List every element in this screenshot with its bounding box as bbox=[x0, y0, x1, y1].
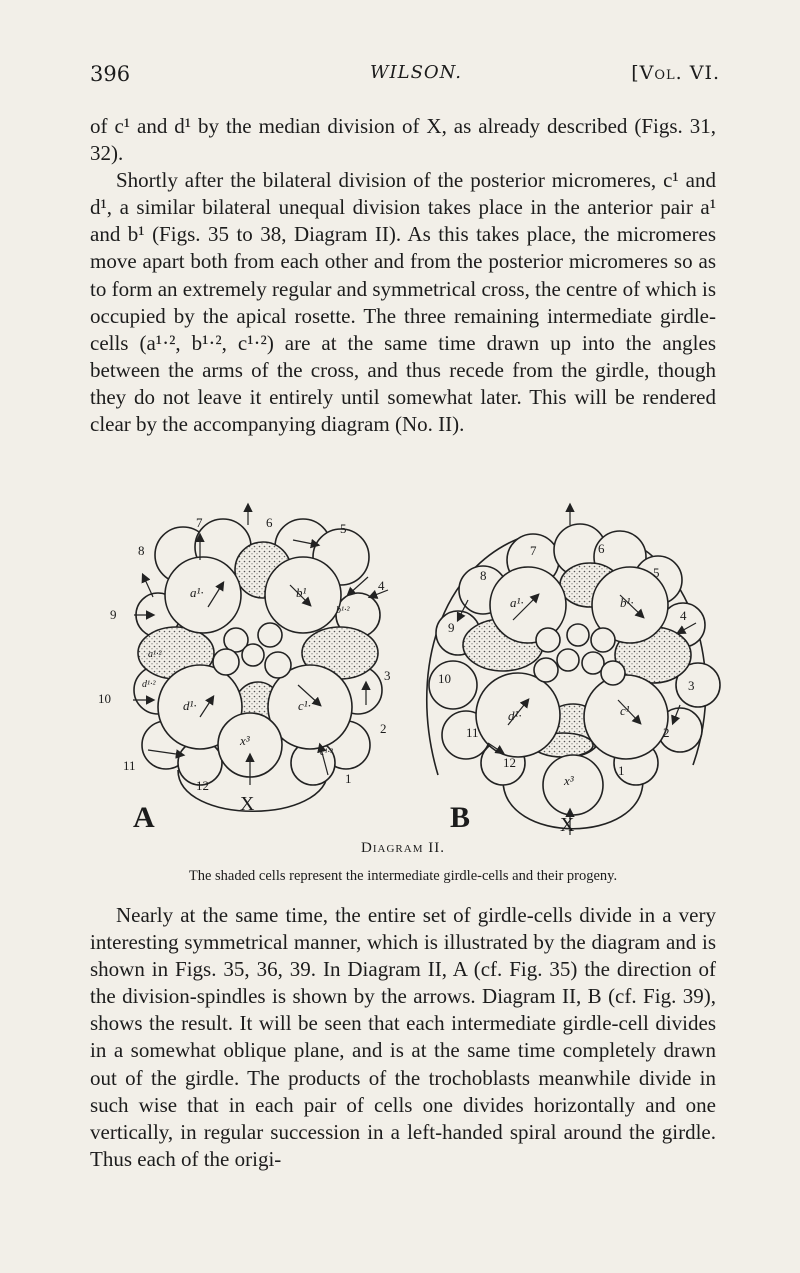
num-label-b: 10 bbox=[438, 671, 451, 686]
cell-label-b: c¹ bbox=[620, 703, 630, 718]
num-label-a: 4 bbox=[378, 578, 385, 593]
rosette-cell bbox=[567, 624, 589, 646]
rosette-cell bbox=[601, 661, 625, 685]
num-label-b: 12 bbox=[503, 755, 516, 770]
girdle-cell bbox=[429, 661, 477, 709]
running-head bbox=[90, 62, 730, 94]
paragraph: Shortly after the bilateral division of the posterior micromeres, c¹ and d¹, a similar bilateral unequal division takes place in the anterior pair a¹ and b¹ (Figs. 35 to 38, Diagram II). As this takes place, the micromeres move apart both from each other and from the posterior micromeres so as to form an extremely regular and symmetrical cross, the centre of which is occupied by the apical rosette. The three remaining intermediate girdle-cells (a¹·², b¹·², c¹·²) are at the same time drawn up into the angles between the arms of the cross, and thus recede from the girdle, though they do not leave it entirely until somewhat later. This will be rendered clear by the accompanying diagram (No. II). bbox=[90, 168, 716, 437]
num-label-b: 9 bbox=[448, 620, 455, 635]
num-label-a: 7 bbox=[196, 515, 203, 530]
paragraph: Nearly at the same time, the entire set of girdle-cells divide in a very interesting symmetrical manner, which is illustrated by the diagram and is shown in Figs. 35, 36, 39. In Diagram II, A (cf. Fig. 35) the direction of the division-spindles is shown by the arrows. Diagram II, B (cf. Fig. 39), shows the result. It will be seen that each intermediate girdle-cell divides in a somewhat oblique plane, and is at the same time completely drawn out of the girdle. The products of the trochoblasts meanwhile divide in such wise that in each pair of cells one divides horizontally and one vertically, in regular succession in a left-handed spiral around the girdle. Thus each of the origi- bbox=[90, 903, 716, 1171]
rosette-cell bbox=[534, 658, 558, 682]
rosette-cell bbox=[258, 623, 282, 647]
diagram-figure bbox=[98, 505, 728, 836]
cell-label-b: x³ bbox=[564, 773, 574, 788]
rosette-cell bbox=[536, 628, 560, 652]
num-label-a: 8 bbox=[138, 543, 145, 558]
rosette-cell bbox=[242, 644, 264, 666]
panel-label-a: A bbox=[133, 801, 155, 834]
cell-label-b: d¹· bbox=[508, 708, 522, 723]
num-label-a: 6 bbox=[266, 515, 273, 530]
cell-label-b: b¹· bbox=[620, 595, 634, 610]
running-head-author: WILSON. bbox=[370, 62, 462, 83]
num-label-b: 8 bbox=[480, 568, 487, 583]
num-label-a: 10 bbox=[98, 691, 111, 706]
running-head-volume: [Vol. VI. bbox=[631, 62, 720, 84]
num-label-a: 12 bbox=[196, 778, 209, 793]
diagram-caption: The shaded cells represent the intermediate girdle-cells and their progeny. bbox=[188, 868, 618, 884]
rosette-cell bbox=[265, 652, 291, 678]
cell-label-b: a¹· bbox=[510, 595, 524, 610]
cell-label-a: c¹·² bbox=[320, 747, 333, 758]
num-label-b: 5 bbox=[653, 565, 660, 580]
figure-a bbox=[133, 505, 388, 811]
num-label-b: 1 bbox=[618, 763, 625, 778]
num-label-a: 2 bbox=[380, 721, 387, 736]
cell-label-a: a¹·² bbox=[148, 649, 162, 660]
body-text-bottom bbox=[90, 902, 716, 1173]
cell-label-a: a¹· bbox=[190, 585, 204, 600]
cell-label-a: x³ bbox=[240, 733, 250, 748]
paragraph: of c¹ and d¹ by the median division of X, as already described (Figs. 31, 32). bbox=[90, 114, 716, 166]
cell-x-label: X bbox=[560, 814, 575, 836]
num-label-b: 6 bbox=[598, 541, 605, 556]
num-label-b: 2 bbox=[663, 725, 670, 740]
body-text-top bbox=[90, 113, 716, 438]
num-label-a: 5 bbox=[340, 521, 347, 536]
cell-label-a: c¹· bbox=[298, 698, 311, 713]
cell-label-a: b¹ bbox=[296, 585, 307, 600]
num-label-a: 9 bbox=[110, 607, 117, 622]
num-label-b: 4 bbox=[680, 608, 687, 623]
rosette-cell bbox=[213, 649, 239, 675]
num-label-b: 3 bbox=[688, 678, 695, 693]
cell-label-a: b¹·² bbox=[336, 605, 350, 616]
diagram-title: Diagram II. bbox=[361, 840, 445, 856]
cell-x-label: X bbox=[240, 793, 255, 815]
num-label-a: 3 bbox=[384, 668, 391, 683]
num-label-b: 7 bbox=[530, 543, 537, 558]
num-label-a: 1 bbox=[345, 771, 352, 786]
num-label-b: 11 bbox=[466, 725, 479, 740]
cell-label-a: d¹·² bbox=[142, 679, 156, 690]
num-label-a: 11 bbox=[123, 758, 136, 773]
rosette-cell bbox=[557, 649, 579, 671]
panel-label-b: B bbox=[450, 801, 471, 834]
cell-label-a: d¹· bbox=[183, 698, 197, 713]
page-number: 396 bbox=[90, 62, 131, 86]
rosette-cell bbox=[591, 628, 615, 652]
